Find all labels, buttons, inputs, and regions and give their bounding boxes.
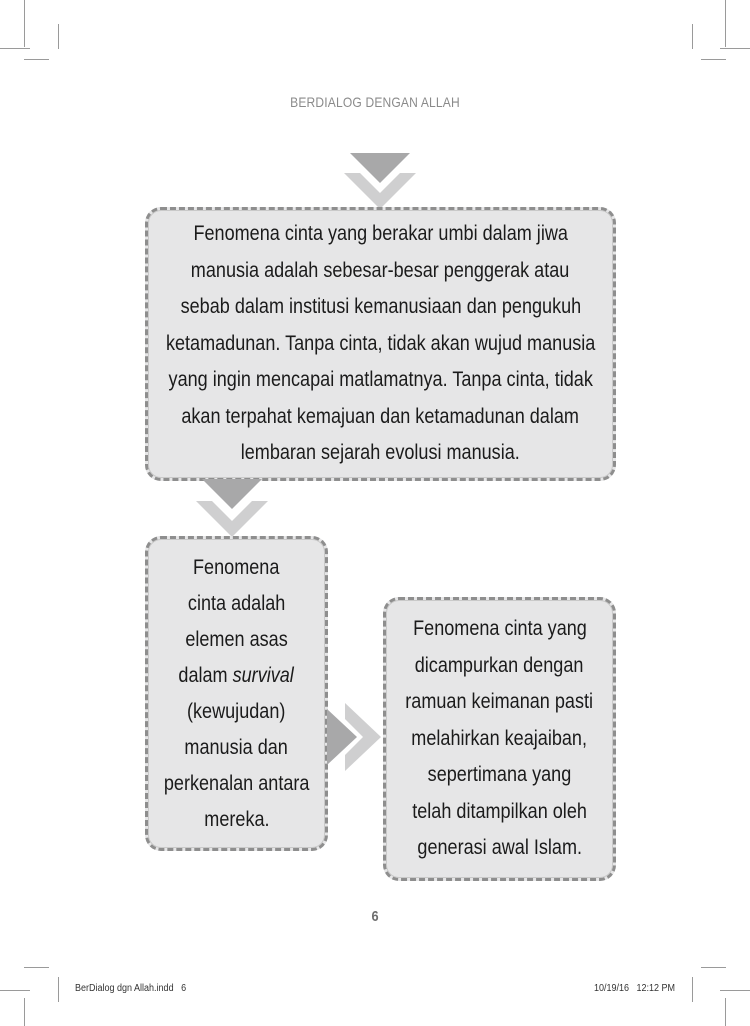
box-text-line: generasi awal Islam. [417,836,582,860]
flow-box-left [145,536,328,851]
crop-mark [692,977,693,1002]
page-number: 6 [371,908,379,925]
box-text-line: Fenomena cinta yang berakar umbi dalam jiwa [193,222,568,246]
crop-mark [0,990,30,991]
crop-mark [24,59,49,60]
emphasis-word: survival [232,663,295,687]
box-text-line: manusia dan [184,735,289,759]
crop-mark [725,998,726,1026]
box-text-line: ketamadunan. Tanpa cinta, tidak akan wujud manusia [165,331,596,355]
crop-mark [720,990,750,991]
crop-mark [0,48,30,49]
box-text-line: telah ditampilkan oleh [412,799,587,823]
crop-mark [24,967,49,968]
crop-mark [24,998,25,1026]
box-text-line: sepertimana yang [427,763,572,787]
box-text-line: Fenomena [193,555,280,579]
flow-box-right [383,597,616,881]
box-text-line: melahirkan keajaiban, [411,726,588,750]
chevron-down-icon [196,479,268,537]
crop-mark [692,24,693,49]
box-text-line: sebab dalam institusi kemanusiaan dan pengukuh [180,295,581,319]
box-text-line: (kewujudan) [187,699,286,723]
box-text-line: elemen asas [185,627,288,651]
box-text-line: akan terpahat kemajuan dan ketamadunan dalam [181,404,580,428]
chevron-down-icon [344,153,416,209]
crop-mark [58,24,59,49]
crop-mark [701,967,726,968]
crop-mark [24,0,25,47]
slug-timestamp: 10/19/16 12:12 PM [594,983,676,994]
box-text-line: Fenomena cinta yang [412,617,587,641]
box-text-line: cinta adalah [187,591,286,615]
crop-mark [725,0,726,47]
crop-mark [720,48,750,49]
box-text-line [179,658,294,694]
flow-box-top [145,207,616,481]
crop-mark [58,977,59,1002]
box-text-line: lembaran sejarah evolusi manusia. [240,441,521,465]
box-text-line: perkenalan antara [163,771,310,795]
box-text-line: dicampurkan dengan [415,653,584,677]
chevron-right-icon [327,703,381,771]
running-head: BERDIALOG DENGAN ALLAH [290,94,460,110]
slug-file-name: BerDialog dgn Allah.indd 6 [75,983,187,994]
box-text-fragment: dalam [178,663,233,687]
box-text-line: manusia adalah sebesar-besar penggerak atau [191,258,570,282]
box-text-line: mereka. [203,807,270,831]
crop-mark [701,59,726,60]
box-text-line: ramuan keimanan pasti [405,690,594,714]
box-text-line: yang ingin mencapai matlamatnya. Tanpa cinta, tidak [168,368,593,392]
